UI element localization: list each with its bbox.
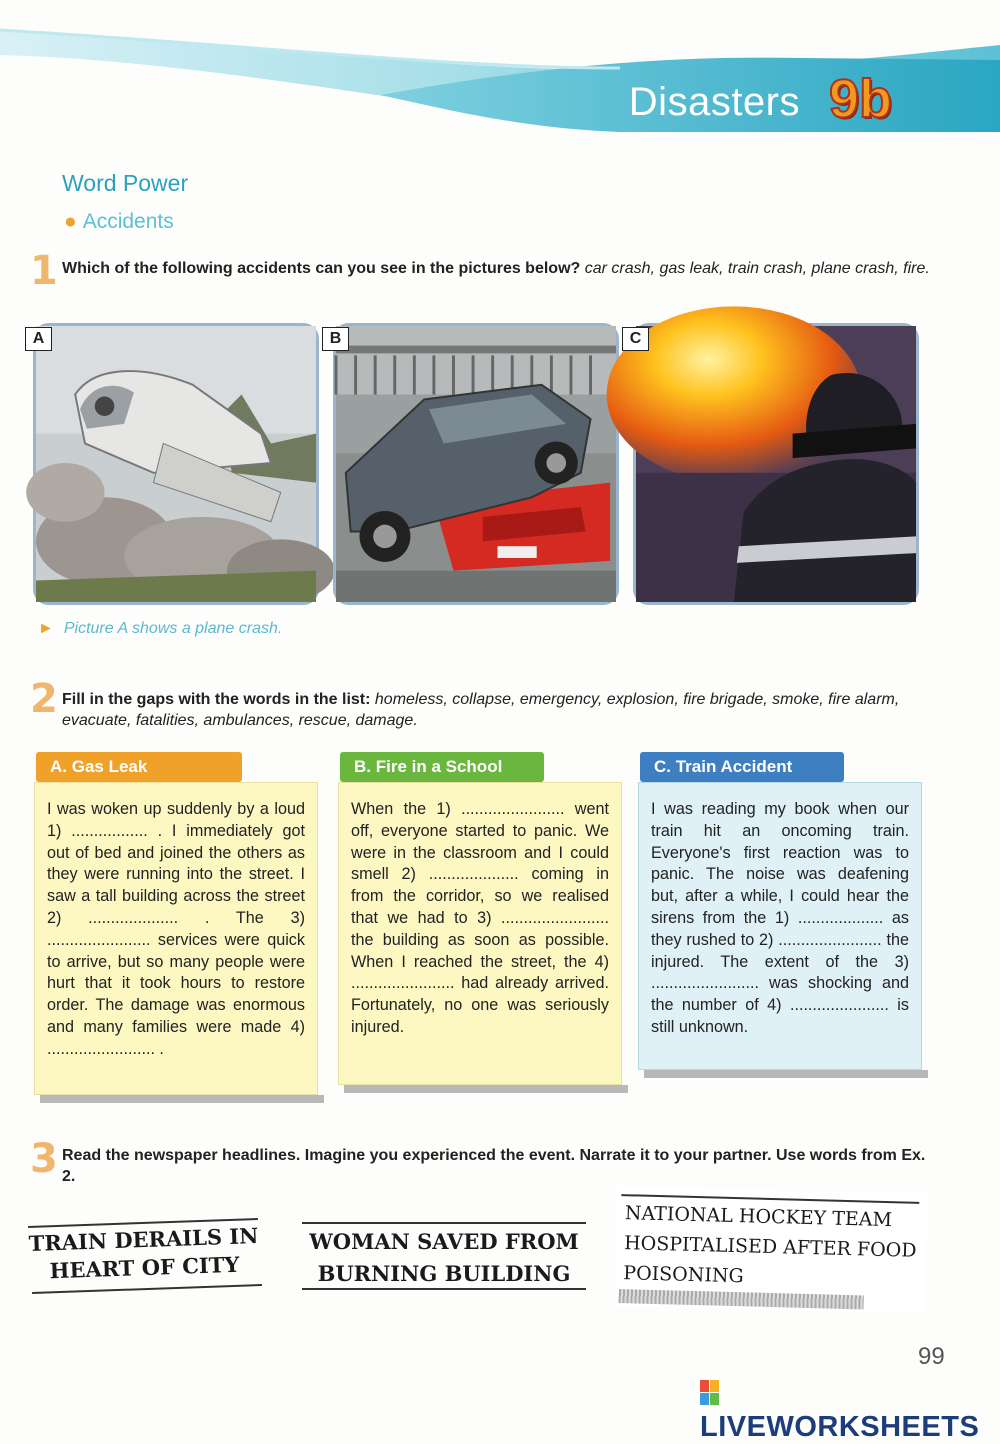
headline-line: NATIONAL HOCKEY TEAM	[624, 1202, 893, 1232]
headline-hockey-team	[623, 1198, 925, 1296]
arrow-right-icon: ►	[38, 620, 54, 637]
headline-line: HOSPITALISED AFTER FOOD	[623, 1232, 917, 1262]
subtitle-text: Accidents	[82, 210, 174, 233]
picture-a-label: A	[25, 327, 52, 351]
liveworksheets-mark-icon	[700, 1380, 720, 1406]
exercise-1-instruction	[62, 258, 932, 279]
page-number: 99	[918, 1343, 945, 1370]
box-shadow	[344, 1085, 628, 1093]
exercise-2-number: 2	[30, 676, 58, 722]
train-accident-title: C. Train Accident	[640, 752, 844, 782]
section-title: Word Power	[62, 170, 189, 196]
headline-line: POISONING	[623, 1262, 744, 1288]
train-accident-text: I was reading my book when our train hit an oncoming train. Everyone's first reaction was to panic. The noise was deafening but, after a while, I could hear the sirens from the 1) ................... as they rushed to 2) ....................... the injured. The extent of the 3) ........................ was shocking and the number of 4) ...................... is still unknown.	[638, 782, 922, 1070]
headline-line: WOMAN SAVED FROM	[309, 1229, 579, 1254]
exercise-1-word-list: car crash, gas leak, train crash, plane crash, fire.	[584, 260, 930, 277]
exercise-1-example	[38, 620, 282, 638]
box-gas-leak	[34, 757, 318, 1095]
box-fire-school	[338, 757, 622, 1085]
gas-leak-text: I was woken up suddenly by a loud 1) ................. . I immediately got out of bed and joined the others as they were running into the street. I saw a tall building across the street 2) .................... . The 3) ....................... services were quick to arrive, but so many people were hurt that it took hours to restore order. The damage was enormous and many families were made 4) ........................ .	[34, 782, 318, 1095]
car-crash-image	[336, 326, 616, 602]
fire-school-text: When the 1) ....................... went off, everyone started to panic. We were in the classroom and I could smell 2) .................... coming in from the corridor, so we realised that we had to 3) ........................ the building as soon as possible. When I reached the street, the 4) ....................... had already arrived. Fortunately, no one was seriously injured.	[338, 782, 622, 1085]
exercise-2-instruction-bold: Fill in the gaps with the words in the list:	[62, 691, 371, 708]
example-text: Picture A shows a plane crash.	[63, 620, 283, 637]
headline-clipping	[614, 1186, 927, 1314]
box-train-accident	[638, 757, 922, 1070]
picture-c-label: C	[622, 327, 649, 351]
picture-c	[633, 323, 919, 605]
headline-rule	[32, 1284, 262, 1294]
headline-line: HEART OF CITY	[49, 1251, 240, 1284]
fire-school-title: B. Fire in a School	[340, 752, 544, 782]
exercise-2-instruction	[62, 689, 922, 731]
picture-b-label: B	[322, 327, 349, 351]
picture-b	[333, 323, 619, 605]
headline-line: TRAIN DERAILS IN	[28, 1223, 259, 1257]
header-banner	[0, 0, 1000, 140]
plane-wreck-image	[36, 326, 316, 602]
headline-train-derails	[27, 1222, 261, 1286]
bullet-icon: ●	[64, 210, 77, 233]
exercise-1-instruction-bold: Which of the following accidents can you see in the pictures below?	[62, 260, 581, 277]
headline-rule	[302, 1288, 586, 1290]
firefighter-image	[636, 326, 916, 602]
unit-title: Disasters	[628, 80, 800, 124]
exercise-3-instruction: Read the newspaper headlines. Imagine you experienced the event. Narrate it to your partner. Use words from Ex. 2.	[62, 1147, 926, 1185]
brand-text: LIVEWORKSHEETS	[700, 1411, 980, 1443]
box-shadow	[40, 1095, 324, 1103]
exercise-3-number: 3	[30, 1136, 58, 1182]
liveworksheets-logo	[700, 1378, 1000, 1444]
exercise-1-number: 1	[30, 248, 58, 294]
picture-a	[33, 323, 319, 605]
headline-rule	[302, 1222, 586, 1224]
unit-number: 9b	[828, 69, 892, 129]
gas-leak-title: A. Gas Leak	[36, 752, 242, 782]
headline-woman-saved	[302, 1226, 586, 1290]
box-shadow	[644, 1070, 928, 1078]
exercise-2-word-list: homeless, collapse, emergency, explosion, fire brigade, smoke, fire alarm, evacuate, fatalities, ambulances, rescue, damage.	[62, 691, 900, 729]
section-subtitle	[64, 210, 174, 234]
headline-line: BURNING BUILDING	[317, 1261, 571, 1286]
